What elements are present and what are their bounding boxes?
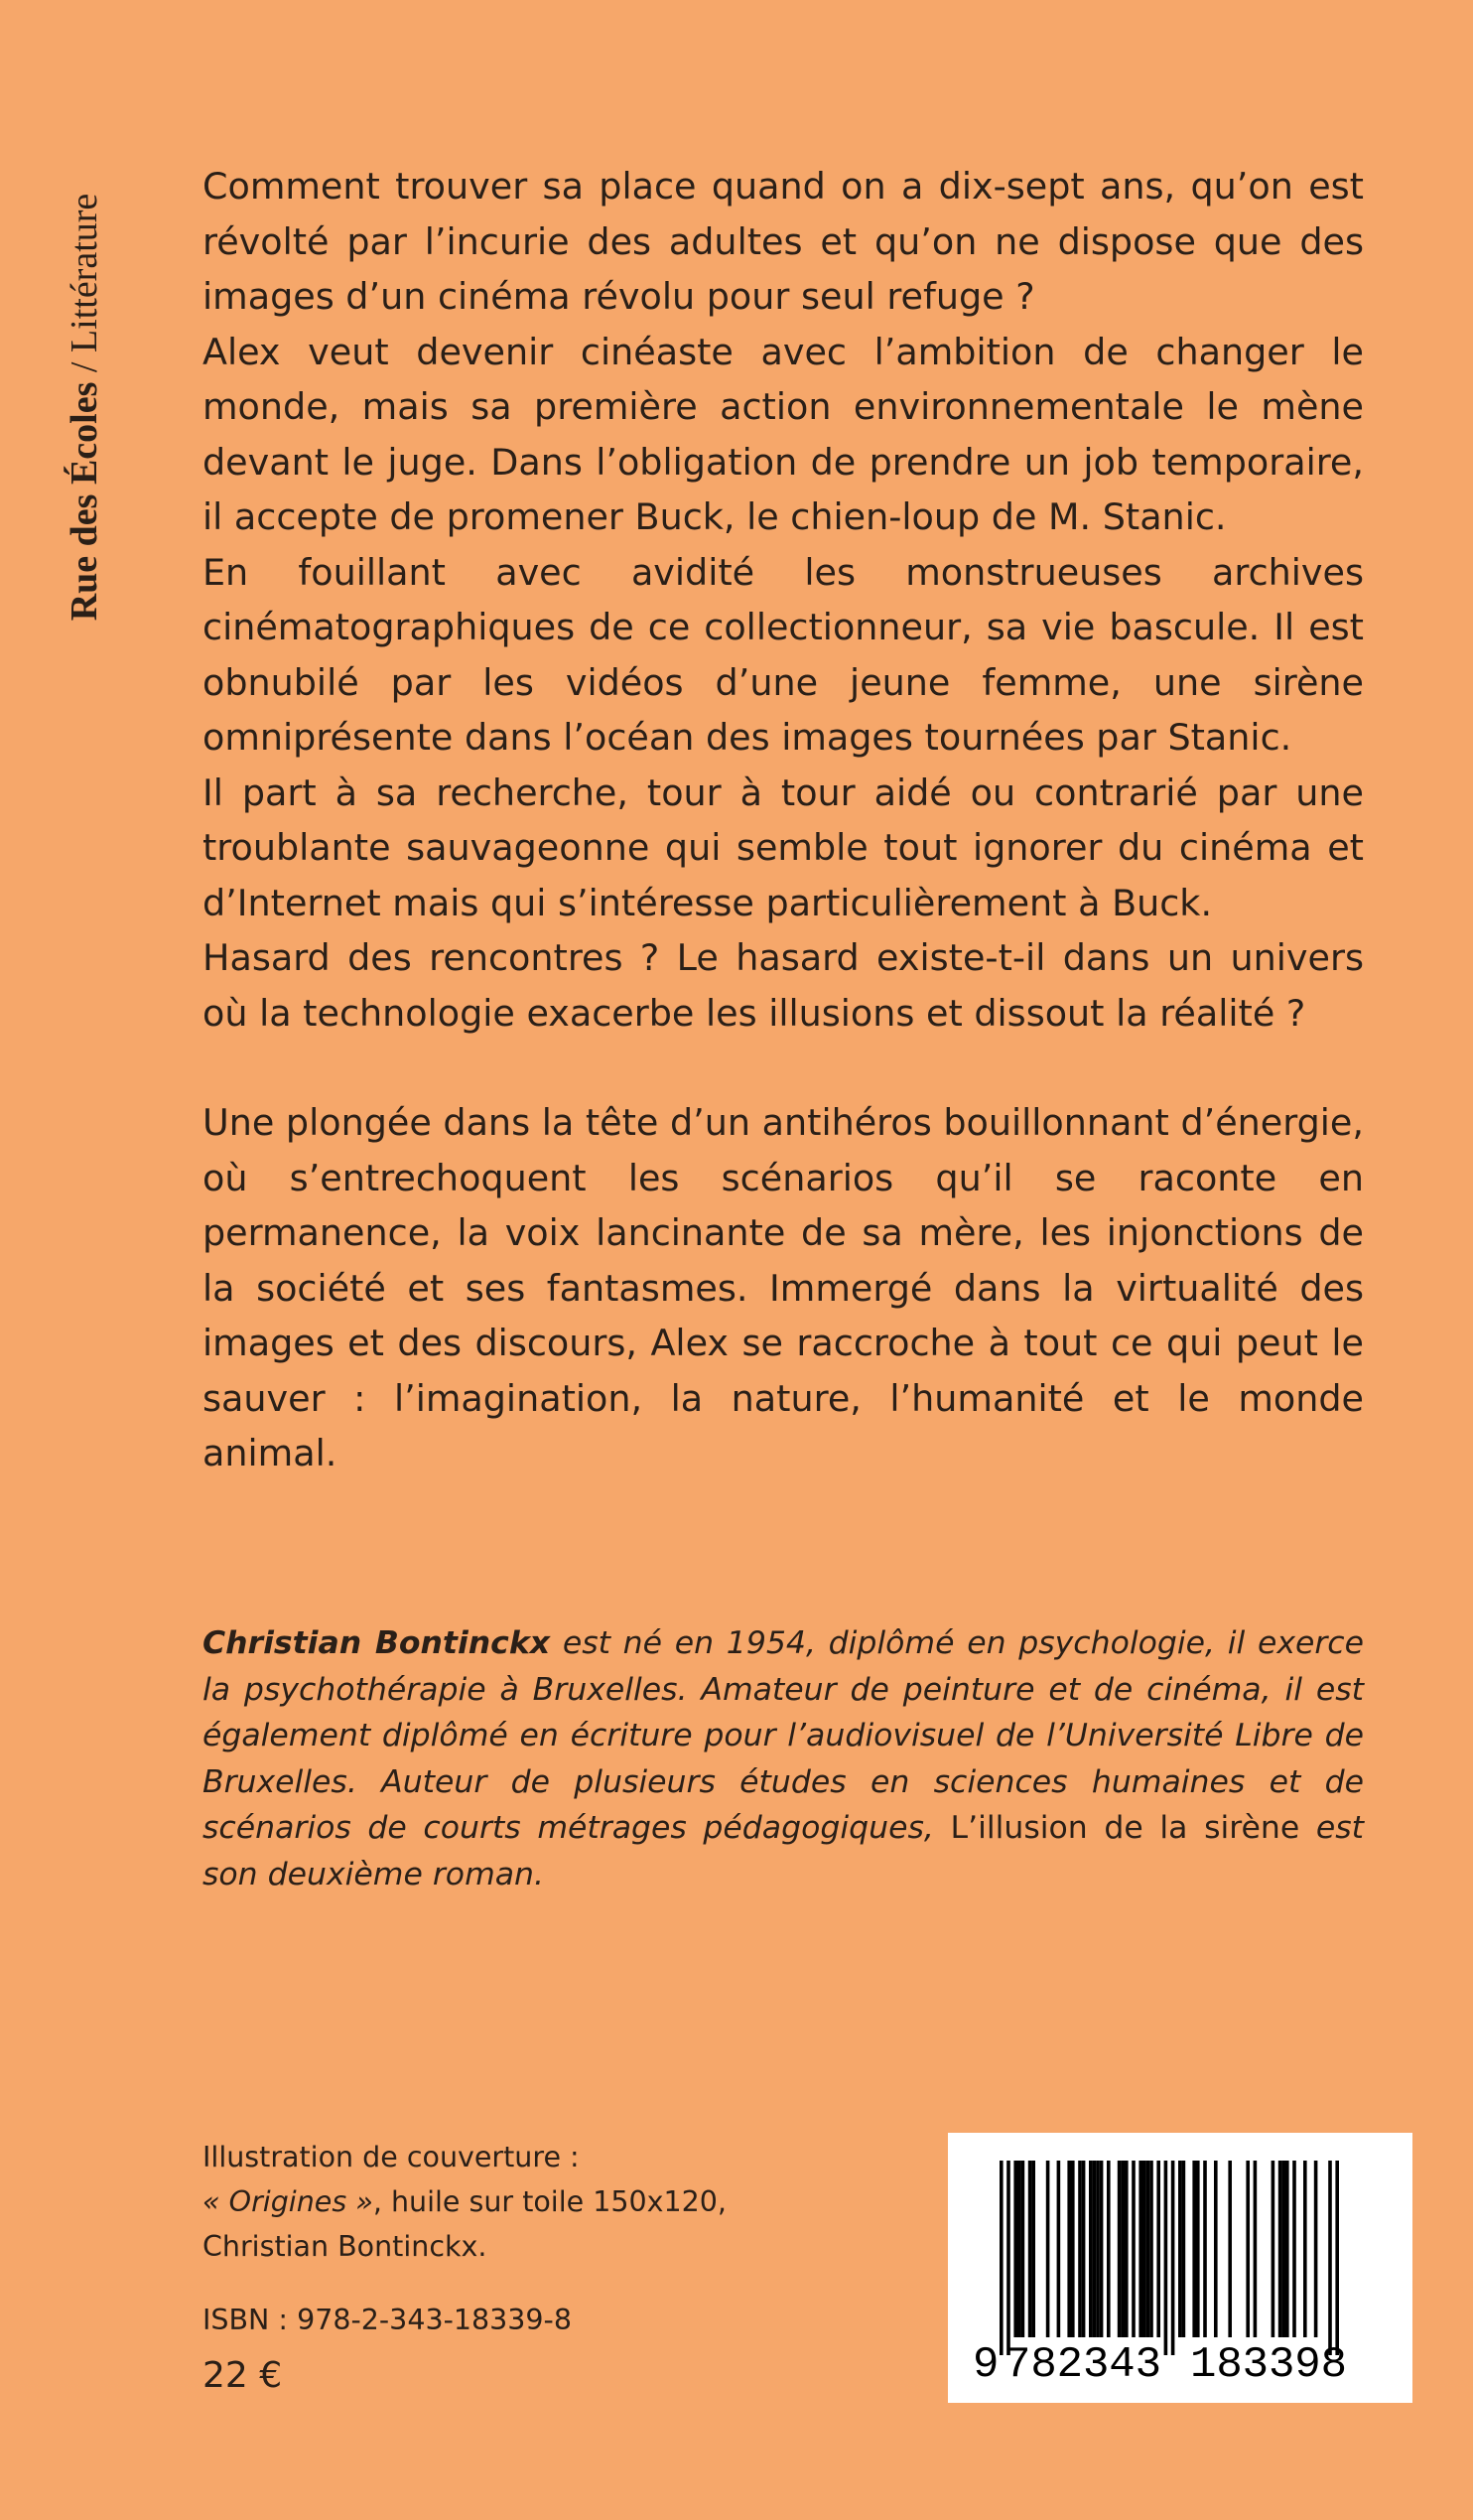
barcode-bar (1067, 2161, 1071, 2337)
barcode-bar (1089, 2161, 1093, 2337)
author-name: Christian Bontinckx (202, 1625, 551, 1661)
isbn: ISBN : 978-2-343-18339-8 (202, 2304, 572, 2336)
barcode-bar (1246, 2161, 1250, 2337)
barcode-bar (1138, 2161, 1142, 2337)
barcode-bar (1013, 2161, 1017, 2337)
blurb-paragraph: Il part à sa recherche, tour à tour aidé ou contrarié par une troublante sauvageonne qui semble tout ignorer du cinéma et d’Internet mais qui s’intéresse particulièrement à Buck. (202, 770, 1364, 924)
back-cover-blurb (202, 159, 1364, 1481)
spine-text (63, 194, 106, 622)
barcode-bar (1031, 2161, 1035, 2337)
barcode-right-digits: 183398 (1190, 2340, 1347, 2390)
blurb-paragraph: Hasard des rencontres ? Le hasard existe-t-il dans un univers où la technologie exacerbe les illusions et dissout la réalité ? (202, 936, 1364, 1035)
spine-separator: / (64, 352, 105, 382)
barcode-bar (1107, 2161, 1111, 2337)
barcode-bar (1228, 2161, 1232, 2337)
bio-text: est né en 1954, diplômé en psychologie, il exerce la psychothérapie à Bruxelles. Amateur de peinture et de cinéma, il est également diplômé en écriture pour l’audiovisuel de l’Université Libre de Bruxelles. Auteur de plusieurs études en sciences humaines et de scénarios de courts métrages pédagogiques, (202, 1625, 1364, 1846)
artwork-title: « Origines » (202, 2185, 373, 2218)
barcode-bar (1125, 2161, 1129, 2337)
blurb-paragraph: Comment trouver sa place quand on a dix-sept ans, qu’on est révolté par l’incurie des adultes et qu’on ne dispose que des images d’un cinéma révolu pour seul refuge ? (202, 165, 1364, 318)
barcode-bar (1254, 2161, 1258, 2337)
barcode-bar (1214, 2161, 1218, 2337)
barcode-guard-bar (1000, 2161, 1004, 2355)
barcode-bar (1203, 2161, 1207, 2337)
blurb-paragraph: En fouillant avec avidité les monstrueuses archives cinématographiques de ce collectionneur, sa vie bascule. Il est obnubilé par les vidéos d’une jeune femme, une sirène omniprésente dans l’océan des images tournées par Stanic. (202, 550, 1364, 759)
spine-label (50, 109, 119, 705)
barcode-bar (1118, 2161, 1122, 2337)
barcode-guard-bar (1006, 2161, 1010, 2355)
barcode-bar (1278, 2161, 1282, 2337)
barcode-graphic (948, 2133, 1412, 2403)
barcode-bar (1021, 2161, 1025, 2337)
barcode-bar (1178, 2161, 1182, 2337)
credits-label: Illustration de couverture : (202, 2141, 580, 2173)
barcode-bar (1303, 2161, 1307, 2337)
bio-text-end: est son deuxième roman. (202, 1810, 1365, 1892)
barcode-bar (1100, 2161, 1104, 2337)
barcode-bar (1149, 2161, 1153, 2337)
barcode-bar (1096, 2161, 1100, 2337)
barcode-bar (1132, 2161, 1136, 2337)
barcode-bar (1078, 2161, 1082, 2337)
barcode-bar (1292, 2161, 1296, 2337)
price: 22 € (202, 2355, 283, 2396)
barcode-left-digits: 782343 (1004, 2340, 1161, 2390)
barcode-guard-bar (1335, 2161, 1339, 2355)
barcode-bar (1057, 2161, 1061, 2337)
barcode-first-digit: 9 (973, 2340, 1000, 2390)
barcode-bar (1182, 2161, 1186, 2337)
blurb-paragraph: Alex veut devenir cinéaste avec l’ambition de changer le monde, mais sa première action environnementale le mène devant le juge. Dans l’obligation de prendre un job temporaire, il accepte de promener Buck, le chien-loup de M. Stanic. (202, 330, 1364, 538)
barcode-bar (1082, 2161, 1086, 2337)
cover-credits (202, 2135, 727, 2269)
spine-category: Littérature (64, 193, 105, 353)
barcode-bar (1093, 2161, 1097, 2337)
barcode-guard-bar (1164, 2161, 1168, 2355)
barcode-bar (1192, 2161, 1196, 2337)
barcode-bar (1272, 2161, 1275, 2337)
barcode-bar (1285, 2161, 1289, 2337)
barcode-bar (1017, 2161, 1021, 2337)
barcode-guard-bar (1171, 2161, 1175, 2355)
barcode (948, 2133, 1412, 2403)
credits-artist: Christian Bontinckx. (202, 2230, 487, 2263)
barcode-bar (1028, 2161, 1032, 2337)
barcode-bars (1000, 2161, 1339, 2355)
barcode-bar (1146, 2161, 1150, 2337)
barcode-bar (1071, 2161, 1075, 2337)
barcode-bar (1281, 2161, 1285, 2337)
spine-series: Rue des Écoles (64, 381, 105, 622)
barcode-bar (1121, 2161, 1125, 2337)
artwork-details: , huile sur toile 150x120, (372, 2185, 727, 2218)
blurb-paragraph: Une plongée dans la tête d’un antihéros bouillonnant d’énergie, où s’entrechoquent les scénarios qu’il se raconte en permanence, la voix lancinante de sa mère, les injonctions de la société et ses fantasmes. Immergé dans la virtualité des images et des discours, Alex se raccroche à tout ce qui peut le sauver : l’imagination, la nature, l’humanité et le monde animal. (202, 1101, 1364, 1474)
author-bio (202, 1620, 1364, 1897)
barcode-bar (1196, 2161, 1200, 2337)
credits-artwork (202, 2179, 727, 2224)
barcode-bar (1046, 2161, 1050, 2337)
barcode-bar (1156, 2161, 1160, 2337)
book-title: L’illusion de la sirène (950, 1810, 1300, 1846)
barcode-guard-bar (1328, 2161, 1332, 2355)
barcode-bar (1314, 2161, 1318, 2337)
barcode-bar (1142, 2161, 1146, 2337)
